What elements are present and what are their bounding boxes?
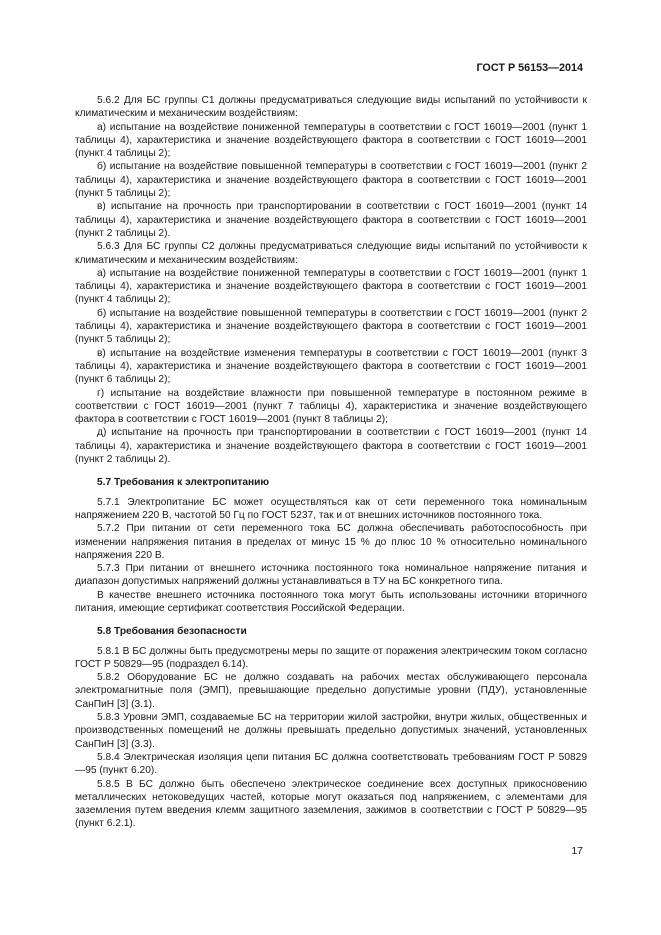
- document-code-header: ГОСТ Р 56153—2014: [476, 62, 583, 74]
- body-paragraph: 5.8.1 В БС должны быть предусмотрены меры по защите от поражения электрическим током согласно ГОСТ Р 50829—95 (подраздел 6.14).: [75, 645, 587, 670]
- body-paragraph: а) испытание на воздействие пониженной температуры в соответствии с ГОСТ 16019—2001 (пункт 1 таблицы 4), характеристика и значение воздействующего фактора в соответствии с ГОСТ 16019—2001 (пункт 4 таблицы 2);: [75, 267, 587, 306]
- body-paragraph: 5.7.1 Электропитание БС может осуществляться как от сети переменного тока номинальным напряжением 220 В, частотой 50 Гц по ГОСТ 5237, так и от внешних источников постоянного тока.: [75, 496, 587, 521]
- body-paragraph: В качестве внешнего источника постоянного тока могут быть использованы источники вторичного питания, имеющие сертификат соответствия Российской Федерации.: [75, 589, 587, 614]
- body-paragraph: 5.6.2 Для БС группы С1 должны предусматриваться следующие виды испытаний по устойчивости к климатическим и механическим воздействиям:: [75, 95, 587, 120]
- body-paragraph: 5.8.3 Уровни ЭМП, создаваемые БС на территории жилой застройки, внутри жилых, общественных и производственных помещений не должны превышать предельно допустимых значений, установленных СанПиН [3] (3.3).: [75, 712, 587, 750]
- body-paragraph: 5.8.2 Оборудование БС не должно создавать на рабочих местах обслуживающего персонала электромагнитные поля (ЭМП), превышающие предельно допустимые уровни (ПДУ), установленные СанПиН [3] (3.1).: [75, 672, 587, 710]
- body-paragraph: 5.8.5 В БС должно быть обеспечено электрическое соединение всех доступных прикосновению металлических нетоковедущих частей, которые могут оказаться под напряжением, с элементами для заземления путем введения клемм защитного заземления, зажимов в соответствии с ГОСТ Р 50829—95 (пункт 6.2.1).: [75, 778, 587, 830]
- body-paragraph: в) испытание на прочность при транспортировании в соответствии с ГОСТ 16019—2001 (пункт 14 таблицы 4), характеристика и значение воздействующего фактора в соответствии с ГОСТ 16019—2001 (пункт 2 таблицы 2).: [75, 201, 587, 239]
- body-paragraph: д) испытание на прочность при транспортировании в соответствии с ГОСТ 16019—2001 (пункт 14 таблицы 4), характеристика и значение воздействующего фактора в соответствии с ГОСТ 16019—2001 (пункт 2 таблицы 2).: [75, 427, 587, 466]
- body-paragraph: б) испытание на воздействие повышенной температуры в соответствии с ГОСТ 16019—2001 (пункт 2 таблицы 4), характеристика и значение воздействующего фактора в соответствии с ГОСТ 16019—2001 (пункт 5 таблицы 2);: [75, 161, 587, 200]
- body-paragraph: в) испытание на воздействие изменения температуры в соответствии с ГОСТ 16019—2001 (пункт 3 таблицы 4), характеристика и значение воздействующего фактора в соответствии с ГОСТ 16019—2001 (пункт 6 таблицы 2);: [75, 347, 587, 386]
- body-paragraph: 5.7.2 При питании от сети переменного тока БС должна обеспечивать работоспособность при изменении напряжения питания в пределах от минус 15 % до плюс 10 % относительно номинального напряжения 220 В.: [75, 523, 587, 561]
- page-number: 17: [571, 845, 583, 857]
- section-heading: 5.7 Требования к электропитанию: [97, 477, 270, 489]
- body-paragraph: 5.6.3 Для БС группы С2 должны предусматриваться следующие виды испытаний по устойчивости к климатическим и механическим воздействиям:: [75, 241, 587, 266]
- document-body: [75, 94, 587, 831]
- body-paragraph: 5.8.4 Электрическая изоляция цепи питания БС должна соответствовать требованиям ГОСТ Р 50829—95 (пункт 6.20).: [75, 751, 587, 777]
- section-heading: 5.8 Требования безопасности: [97, 626, 247, 638]
- body-paragraph: г) испытание на воздействие влажности при повышенной температуре в постоянном режиме в соответствии с ГОСТ 16019—2001 (пункт 7 таблицы 4), характеристика и значение воздействующего фактора в соответствии с ГОСТ 16019—2001 (пункт 8 таблицы 2);: [75, 387, 587, 426]
- body-paragraph: а) испытание на воздействие пониженной температуры в соответствии с ГОСТ 16019—2001 (пункт 1 таблицы 4), характеристика и значение воздействующего фактора в соответствии с ГОСТ 16019—2001 (пункт 4 таблицы 2);: [75, 121, 587, 160]
- body-paragraph: б) испытание на воздействие повышенной температуры в соответствии с ГОСТ 16019—2001 (пункт 2 таблицы 4), характеристика и значение воздействующего фактора в соответствии с ГОСТ 16019—2001 (пункт 5 таблицы 2);: [75, 307, 587, 346]
- body-paragraph: 5.7.3 При питании от внешнего источника постоянного тока номинальное напряжение питания и диапазон допустимых напряжений должны устанавливаться в ТУ на БС конкретного типа.: [75, 563, 587, 588]
